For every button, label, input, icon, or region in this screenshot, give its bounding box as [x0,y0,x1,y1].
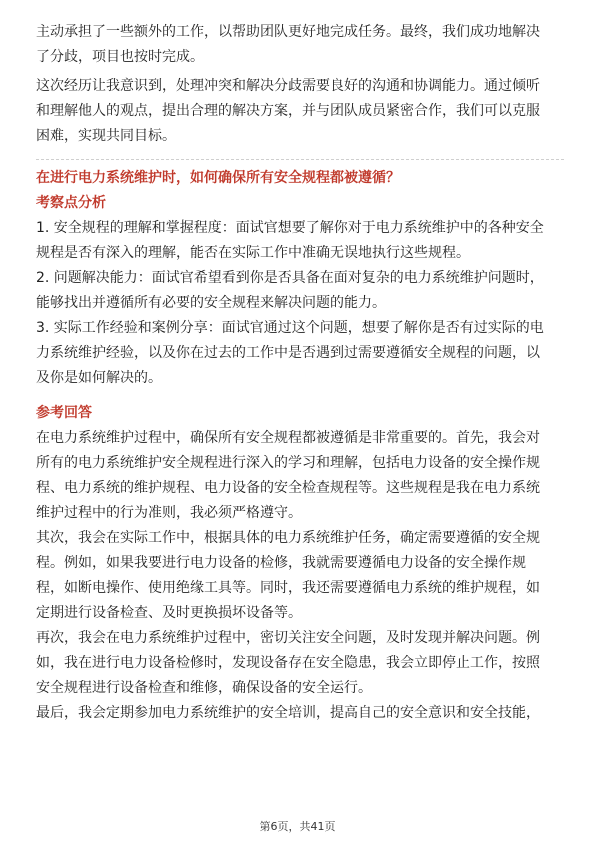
analysis-item-1: 1. 安全规程的理解和掌握程度：面试官想要了解你对于电力系统维护中的各种安全 规程是否有深入的理解，能否在实际工作中准确无误地执行这些规程。 [36,220,544,261]
answer-heading: 参考回答 [36,405,92,421]
analysis-item-3: 3. 实际工作经验和案例分享：面试官通过这个问题，想要了解你是否有过实际的电 力系统维护经验，以及你在过去的工作中是否遇到过需要遵循安全规程的问题，以 及你是如何解决的。 [36,320,544,386]
intro-paragraph-1: 主动承担了一些额外的工作，以帮助团队更好地完成任务。最终，我们成功地解决 了分歧，项目也按时完成。 [36,24,540,65]
answer-paragraph-1: 在电力系统维护过程中，确保所有安全规程都被遵循是非常重要的。首先，我会对 所有的电力系统维护安全规程进行深入的学习和理解，包括电力设备的安全操作规 程、电力系统的维护规程、电力设备的安全检查规程等。这些规程是我在电力系统 维护过程中的行为准则，我必须严格遵守。 [36,430,540,521]
answer-paragraph-4: 最后，我会定期参加电力系统维护的安全培训，提高自己的安全意识和安全技能， [36,705,540,721]
page-number-footer: 第6页，共41页 [259,820,336,833]
section-divider [36,159,564,160]
document-page [36,20,564,726]
intro-paragraph-2: 这次经历让我意识到，处理冲突和解决分歧需要良好的沟通和协调能力。通过倾听 和理解他人的观点，提出合理的解决方案，并与团队成员紧密合作，我们可以克服 困难，实现共同目标。 [36,78,540,144]
analysis-heading: 考察点分析 [36,195,106,211]
analysis-item-2: 2. 问题解决能力：面试官希望看到你是否具备在面对复杂的电力系统维护问题时， 能够找出并遵循所有必要的安全规程来解决问题的能力。 [36,270,544,311]
spacer [36,391,564,401]
question-title: 在进行电力系统维护时，如何确保所有安全规程都被遵循？ [36,170,400,186]
answer-paragraph-2: 其次，我会在实际工作中，根据具体的电力系统维护任务，确定需要遵循的安全规 程。例如，如果我要进行电力设备的检修，我就需要遵循电力设备的安全操作规 程，如断电操作、使用绝缘工具等。同时，我还需要遵循电力系统的维护规程，如 定期进行设备检查、及时更换损坏设备等。 [36,530,540,621]
answer-paragraph-3: 再次，我会在电力系统维护过程中，密切关注安全问题，及时发现并解决问题。例 如，我在进行电力设备检修时，发现设备存在安全隐患，我会立即停止工作，按照 安全规程进行设备检查和维修，确保设备的安全运行。 [36,630,540,696]
